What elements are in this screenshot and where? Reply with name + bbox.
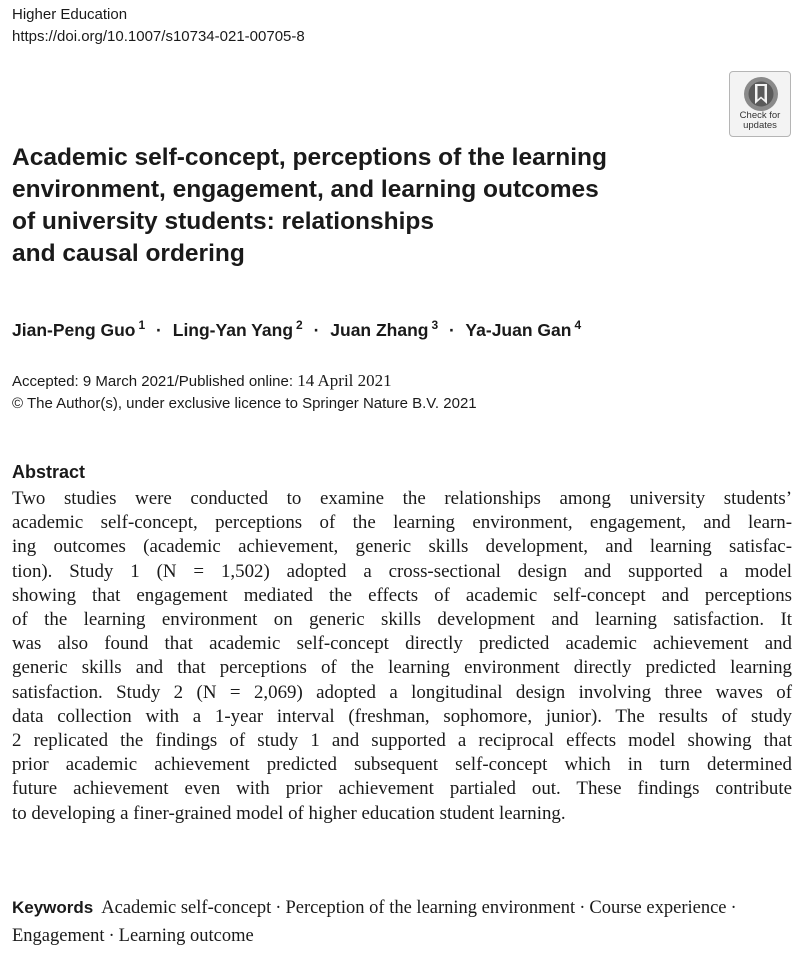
keyword-separator: ·: [579, 898, 586, 918]
doi-link[interactable]: https://doi.org/10.1007/s10734-021-00705-8: [12, 28, 305, 45]
keyword[interactable]: Perception of the learning environment: [285, 898, 576, 918]
accepted-label: Accepted: 9 March 2021/Published online:: [12, 373, 298, 390]
keyword[interactable]: Learning outcome: [118, 926, 254, 946]
author-name[interactable]: Ya-Juan Gan: [465, 320, 572, 340]
title-line: environment, engagement, and learning outcomes: [12, 176, 599, 203]
published-date: 14 April 2021: [297, 371, 392, 390]
title-line: and causal ordering: [12, 240, 245, 267]
keyword[interactable]: Course experience: [589, 898, 727, 918]
abstract-line: data collection with a 1-year interval (freshman, sophomore, junior). The results of study: [12, 705, 792, 727]
keywords-label: Keywords: [12, 898, 94, 917]
title-line: Academic self-concept, perceptions of the learning: [12, 144, 607, 171]
copyright-line: © The Author(s), under exclusive licence to Springer Nature B.V. 2021: [12, 395, 477, 412]
badge-line-2: updates: [743, 120, 777, 131]
abstract-heading: Abstract: [12, 462, 86, 482]
abstract-line: Two studies were conducted to examine the relationships among university students’: [12, 488, 792, 509]
author-affiliation: 2: [296, 318, 303, 332]
abstract-line: to developing a finer-grained model of higher education student learning.: [12, 802, 566, 824]
abstract-line: ing outcomes (academic achievement, generic skills development, and learning satisfac-: [12, 536, 792, 558]
check-for-updates-badge[interactable]: [729, 71, 791, 137]
author-affiliation: 3: [431, 318, 439, 332]
keyword[interactable]: Academic self-concept: [101, 898, 272, 918]
author-name[interactable]: Jian-Peng Guo: [12, 320, 136, 340]
accepted-published-line: [12, 370, 477, 393]
publication-dates: [12, 370, 477, 415]
keywords-line: [12, 922, 792, 950]
keyword-separator: ·: [730, 898, 737, 918]
author-affiliation: 4: [574, 318, 582, 332]
abstract-body: [12, 487, 792, 826]
author-separator: ·: [313, 320, 320, 340]
keyword[interactable]: Engagement: [12, 926, 105, 946]
keyword-separator: ·: [275, 898, 282, 918]
abstract-line: future achievement even with prior achievement partialed out. These findings contribute: [12, 778, 792, 800]
bookmark-icon: [742, 75, 780, 113]
keywords-section: [12, 894, 792, 950]
abstract-line: showing that engagement mediated the effects of academic self-concept and perceptions: [12, 584, 792, 606]
author-name[interactable]: Ling-Yan Yang: [172, 320, 294, 340]
author-list: [12, 312, 581, 343]
abstract-line: academic self-concept, perceptions of the learning environment, engagement, and learn-: [12, 512, 792, 534]
abstract-line: satisfaction. Study 2 (N = 2,069) adopted a longitudinal design involving three waves of: [12, 681, 792, 703]
check-for-updates-label: [730, 111, 790, 131]
journal-header: [12, 4, 305, 48]
keywords-line: [12, 894, 792, 922]
author-affiliation: 1: [138, 318, 146, 332]
title-line: of university students: relationships: [12, 208, 435, 235]
journal-name: Higher Education: [12, 6, 128, 23]
abstract-line: of the learning environment on generic skills development and learning satisfaction. It: [12, 609, 792, 631]
abstract-line: generic skills and that perceptions of the learning environment directly predicted learning: [12, 657, 792, 679]
author-separator: ·: [449, 320, 455, 340]
abstract-line: tion). Study 1 (N = 1,502) adopted a cross-sectional design and supported a model: [12, 560, 792, 582]
author-name[interactable]: Juan Zhang: [330, 320, 429, 340]
abstract-line: prior academic achievement predicted subsequent self-concept which in turn determined: [12, 754, 792, 776]
abstract-line: was also found that academic self-concept directly predicted academic achievement and: [12, 633, 792, 655]
author-separator: ·: [156, 320, 162, 340]
badge-line-1: Check for: [739, 110, 781, 121]
keyword-separator: ·: [108, 926, 115, 946]
paper-title: [12, 142, 712, 270]
abstract-line: 2 replicated the findings of study 1 and supported a reciprocal effects model showing that: [12, 730, 792, 752]
